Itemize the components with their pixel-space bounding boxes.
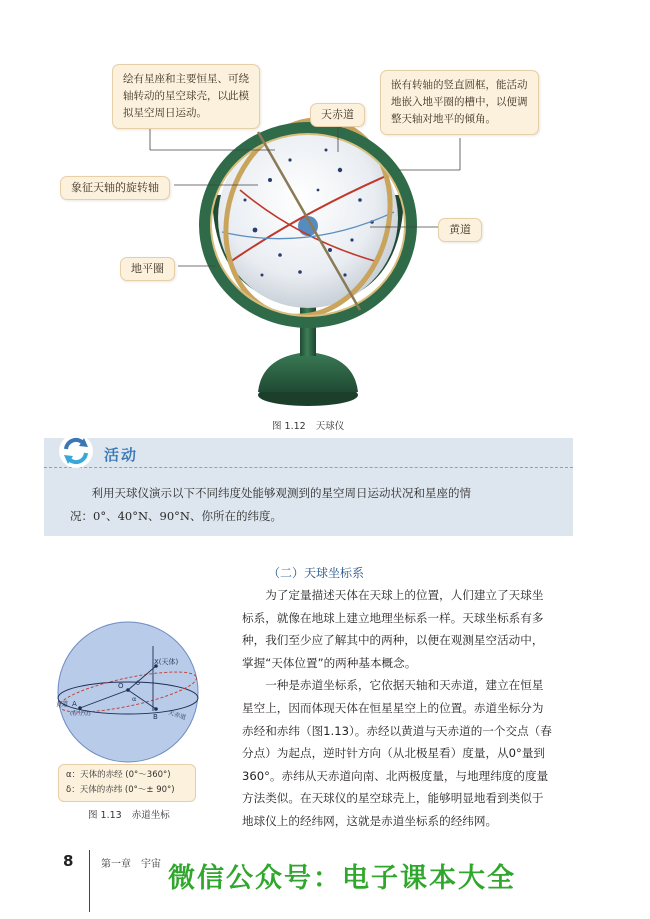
globe-base-dome	[258, 352, 358, 392]
callout-meridian-ring-line-3: 整天轴对地平的倾角。	[391, 113, 496, 125]
figure-1-13-title: 赤道坐标	[131, 810, 170, 821]
legend-delta: δ：天体的赤纬 (0°～± 90°)	[66, 785, 175, 795]
body-line-5: 一种是赤道坐标系，它依据天轴和天赤道，建立在恒星	[265, 678, 544, 693]
activity-title: 活动	[104, 446, 139, 464]
label-x: X(天体)	[154, 658, 179, 666]
b-point	[154, 707, 158, 711]
callout-star-shell	[112, 64, 260, 129]
label-b: B	[153, 713, 158, 721]
activity-line-2: 况：0°、40°N、90°N、你所在的纬度。	[70, 509, 282, 523]
callout-star-shell-line-1: 绘有星座和主要恒星、可绕	[123, 73, 249, 85]
section-heading: （二）天球坐标系	[268, 566, 365, 580]
figure-1-13-caption	[88, 807, 170, 821]
watermark-text: 微信公众号：电子课本大全	[168, 863, 516, 894]
label-o: O	[118, 682, 124, 690]
activity-text	[70, 482, 560, 528]
figure-1-12-number: 图 1.12	[272, 421, 306, 432]
figure-1-12-title: 天球仪	[315, 421, 345, 432]
recycle-arrows-icon	[57, 432, 95, 470]
body-line-6: 星空上，因而体现天体在恒星星空上的位置。赤道坐标分为	[242, 700, 544, 715]
body-line-1: 为了定量描述天体在天球上的位置，人们建立了天球坐	[265, 588, 544, 602]
equatorial-coordinate-diagram	[50, 616, 210, 766]
callout-celestial-equator: 天赤道	[310, 103, 365, 127]
coordinate-legend	[58, 764, 196, 802]
body-line-9: 360°。赤纬从天赤道向南、北两极度量，与地理纬度的度量	[242, 768, 549, 783]
label-delta: δ	[136, 679, 140, 687]
celestial-globe-figure	[0, 0, 650, 420]
callout-star-shell-line-2: 轴转动的星空球壳，以此模	[123, 90, 249, 102]
callout-horizon-ring: 地平圈	[120, 257, 175, 281]
center-point	[126, 688, 130, 692]
callout-meridian-ring-line-1: 嵌有转轴的竖直圆框，能活动	[391, 79, 528, 91]
callout-star-shell-line-3: 拟星空周日运动。	[123, 107, 207, 119]
callout-ecliptic: 黄道	[438, 218, 482, 242]
callout-rotation-axis: 象征天轴的旋转轴	[60, 176, 170, 200]
activity-box	[44, 438, 573, 536]
label-equator: 天赤道	[167, 709, 187, 722]
callout-meridian-ring-line-2: 地嵌入地平圈的槽中，以便调	[391, 96, 528, 108]
body-line-2: 标系，就像在地球上建立地理坐标系一样。天球坐标系有多	[242, 610, 544, 625]
body-text	[242, 584, 577, 833]
body-line-10: 方法类似。在天球仪的星空球壳上，能够明显地看到类似于	[242, 791, 544, 806]
label-alpha: α	[132, 695, 137, 703]
body-line-11: 地球仪上的经纬网，这就是赤道坐标系的经纬网。	[242, 813, 498, 828]
legend-alpha: α：天体的赤经 (0°～360°)	[66, 770, 171, 780]
page-number: 8	[63, 852, 74, 870]
body-line-4: 掌握“天体位置”的两种基本概念。	[242, 655, 417, 670]
body-line-7: 赤经和赤纬（图1.13）。赤经以黄道与天赤道的一个交点（春	[242, 723, 552, 738]
label-a: A	[72, 700, 77, 708]
footer-divider	[89, 850, 90, 912]
callout-meridian-ring	[380, 70, 539, 135]
body-line-3: 种，我们至少应了解其中的两种，以便在观测星空活动中，	[242, 633, 544, 648]
a-point	[78, 706, 82, 710]
activity-line-1: 利用天球仪演示以下不同纬度处能够观测到的星空周日运动状况和星座的情	[91, 486, 471, 500]
body-line-8: 分点）为起点，逆时针方向（从北极星看）度量，从0°量到	[242, 746, 546, 761]
figure-1-12-caption	[272, 418, 344, 432]
chapter-name: 第一章 宇宙	[101, 859, 161, 870]
label-vernal-sub: (春分点)	[70, 711, 91, 717]
label-vernal: 黄道	[56, 701, 69, 708]
figure-1-13-number: 图 1.13	[88, 810, 122, 821]
